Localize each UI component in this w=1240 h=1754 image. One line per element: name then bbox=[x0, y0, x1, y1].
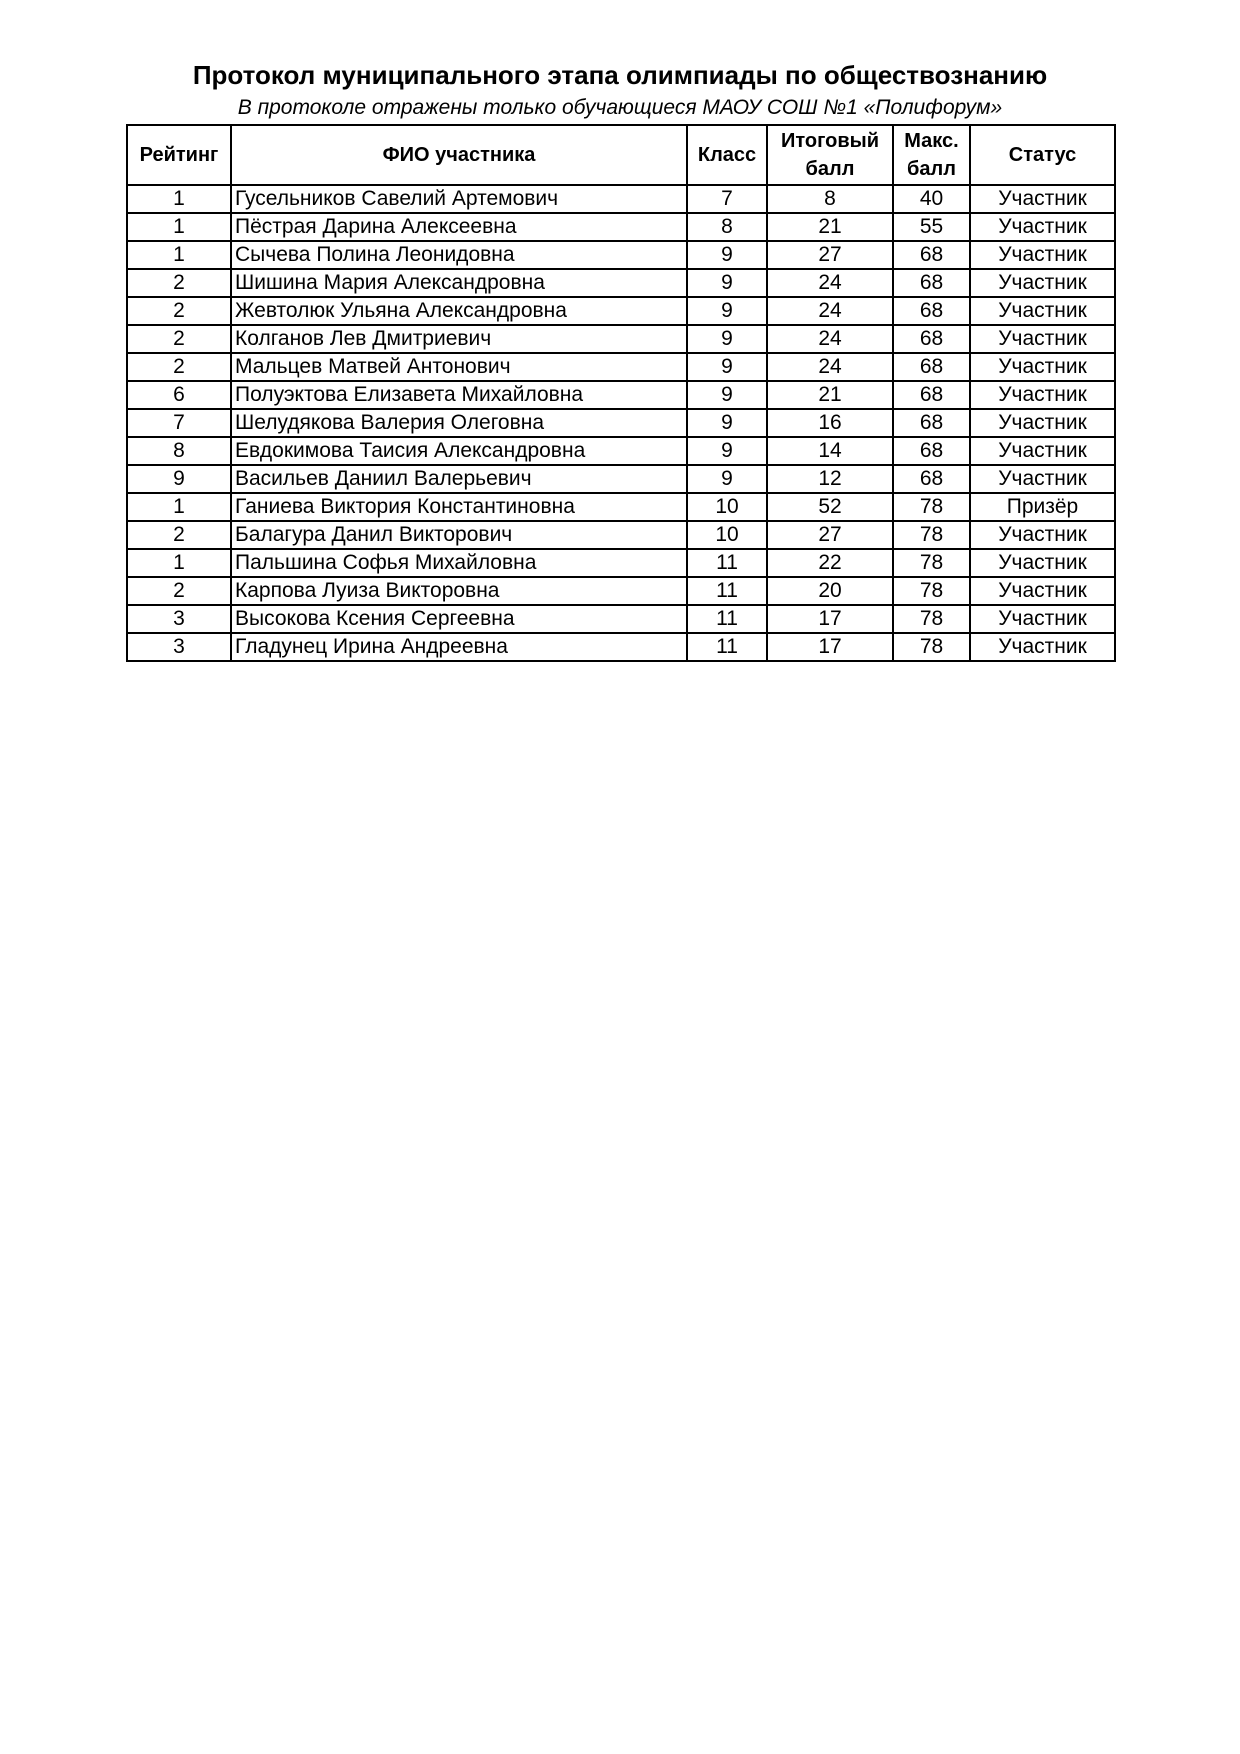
cell-class: 11 bbox=[687, 549, 767, 577]
cell-max: 55 bbox=[893, 213, 970, 241]
header-max-line1: Макс. bbox=[904, 130, 959, 152]
table-row bbox=[127, 521, 1115, 549]
cell-class: 11 bbox=[687, 605, 767, 633]
cell-rank: 7 bbox=[127, 409, 231, 437]
cell-name: Колганов Лев Дмитриевич bbox=[231, 325, 687, 353]
cell-max: 68 bbox=[893, 353, 970, 381]
cell-rank: 2 bbox=[127, 269, 231, 297]
cell-status: Участник bbox=[970, 325, 1115, 353]
cell-name: Пальшина Софья Михайловна bbox=[231, 549, 687, 577]
cell-class: 9 bbox=[687, 297, 767, 325]
table-body bbox=[127, 185, 1115, 661]
cell-score: 52 bbox=[767, 493, 893, 521]
cell-name: Высокова Ксения Сергеевна bbox=[231, 605, 687, 633]
cell-max: 78 bbox=[893, 549, 970, 577]
cell-rank: 1 bbox=[127, 493, 231, 521]
cell-score: 24 bbox=[767, 297, 893, 325]
table-row bbox=[127, 381, 1115, 409]
cell-max: 68 bbox=[893, 269, 970, 297]
cell-name: Пёстрая Дарина Алексеевна bbox=[231, 213, 687, 241]
cell-status: Участник bbox=[970, 381, 1115, 409]
cell-name: Евдокимова Таисия Александровна bbox=[231, 437, 687, 465]
cell-class: 11 bbox=[687, 633, 767, 661]
cell-status: Участник bbox=[970, 437, 1115, 465]
cell-status: Призёр bbox=[970, 493, 1115, 521]
cell-name: Шишина Мария Александровна bbox=[231, 269, 687, 297]
cell-name: Карпова Луиза Викторовна bbox=[231, 577, 687, 605]
cell-name: Гладунец Ирина Андреевна bbox=[231, 633, 687, 661]
cell-name: Ганиева Виктория Константиновна bbox=[231, 493, 687, 521]
header-name: ФИО участника bbox=[231, 125, 687, 185]
document-subtitle: В протоколе отражены только обучающиеся МАОУ СОШ №1 «Полифорум» bbox=[237, 96, 1003, 119]
cell-max: 78 bbox=[893, 521, 970, 549]
cell-score: 22 bbox=[767, 549, 893, 577]
table-row bbox=[127, 409, 1115, 437]
cell-status: Участник bbox=[970, 549, 1115, 577]
header-rank: Рейтинг bbox=[127, 125, 231, 185]
cell-score: 12 bbox=[767, 465, 893, 493]
cell-name: Васильев Даниил Валерьевич bbox=[231, 465, 687, 493]
cell-class: 9 bbox=[687, 353, 767, 381]
table-row bbox=[127, 549, 1115, 577]
cell-score: 21 bbox=[767, 381, 893, 409]
cell-rank: 9 bbox=[127, 465, 231, 493]
cell-status: Участник bbox=[970, 633, 1115, 661]
cell-status: Участник bbox=[970, 521, 1115, 549]
cell-status: Участник bbox=[970, 409, 1115, 437]
table-row bbox=[127, 241, 1115, 269]
header-max-line2: балл bbox=[907, 158, 956, 180]
cell-rank: 2 bbox=[127, 353, 231, 381]
header-status: Статус bbox=[970, 125, 1115, 185]
cell-max: 40 bbox=[893, 185, 970, 213]
cell-rank: 3 bbox=[127, 633, 231, 661]
cell-score: 27 bbox=[767, 521, 893, 549]
cell-status: Участник bbox=[970, 241, 1115, 269]
table-row bbox=[127, 577, 1115, 605]
cell-class: 7 bbox=[687, 185, 767, 213]
cell-score: 27 bbox=[767, 241, 893, 269]
cell-max: 68 bbox=[893, 241, 970, 269]
cell-status: Участник bbox=[970, 185, 1115, 213]
cell-max: 78 bbox=[893, 605, 970, 633]
cell-max: 68 bbox=[893, 465, 970, 493]
cell-class: 9 bbox=[687, 437, 767, 465]
cell-score: 8 bbox=[767, 185, 893, 213]
cell-class: 9 bbox=[687, 269, 767, 297]
cell-class: 8 bbox=[687, 213, 767, 241]
table-row bbox=[127, 325, 1115, 353]
cell-rank: 2 bbox=[127, 521, 231, 549]
cell-name: Гусельников Савелий Артемович bbox=[231, 185, 687, 213]
cell-class: 9 bbox=[687, 409, 767, 437]
cell-rank: 6 bbox=[127, 381, 231, 409]
table-row bbox=[127, 437, 1115, 465]
cell-max: 78 bbox=[893, 493, 970, 521]
cell-max: 68 bbox=[893, 409, 970, 437]
table-row bbox=[127, 493, 1115, 521]
table-row bbox=[127, 353, 1115, 381]
cell-name: Полуэктова Елизавета Михайловна bbox=[231, 381, 687, 409]
results-table bbox=[126, 124, 1116, 662]
cell-status: Участник bbox=[970, 297, 1115, 325]
cell-status: Участник bbox=[970, 353, 1115, 381]
cell-class: 10 bbox=[687, 493, 767, 521]
cell-score: 24 bbox=[767, 353, 893, 381]
cell-status: Участник bbox=[970, 213, 1115, 241]
table-row bbox=[127, 605, 1115, 633]
cell-class: 10 bbox=[687, 521, 767, 549]
table-row bbox=[127, 633, 1115, 661]
cell-class: 9 bbox=[687, 465, 767, 493]
cell-name: Жевтолюк Ульяна Александровна bbox=[231, 297, 687, 325]
cell-rank: 1 bbox=[127, 185, 231, 213]
cell-status: Участник bbox=[970, 605, 1115, 633]
cell-max: 78 bbox=[893, 633, 970, 661]
cell-rank: 8 bbox=[127, 437, 231, 465]
cell-max: 68 bbox=[893, 325, 970, 353]
cell-score: 20 bbox=[767, 577, 893, 605]
cell-status: Участник bbox=[970, 577, 1115, 605]
cell-score: 14 bbox=[767, 437, 893, 465]
cell-rank: 1 bbox=[127, 549, 231, 577]
table-row bbox=[127, 297, 1115, 325]
cell-score: 24 bbox=[767, 269, 893, 297]
cell-class: 9 bbox=[687, 381, 767, 409]
cell-name: Шелудякова Валерия Олеговна bbox=[231, 409, 687, 437]
header-score-line1: Итоговый bbox=[780, 130, 880, 152]
cell-name: Сычева Полина Леонидовна bbox=[231, 241, 687, 269]
cell-rank: 2 bbox=[127, 325, 231, 353]
table-row bbox=[127, 185, 1115, 213]
cell-score: 17 bbox=[767, 633, 893, 661]
cell-class: 9 bbox=[687, 241, 767, 269]
cell-max: 68 bbox=[893, 381, 970, 409]
header-score bbox=[767, 125, 893, 185]
cell-score: 21 bbox=[767, 213, 893, 241]
cell-rank: 2 bbox=[127, 577, 231, 605]
cell-rank: 2 bbox=[127, 297, 231, 325]
table-row bbox=[127, 213, 1115, 241]
table-row bbox=[127, 465, 1115, 493]
header-max bbox=[893, 125, 970, 185]
cell-status: Участник bbox=[970, 465, 1115, 493]
cell-score: 17 bbox=[767, 605, 893, 633]
cell-max: 78 bbox=[893, 577, 970, 605]
header-row bbox=[127, 125, 1115, 185]
header-score-line2: балл bbox=[805, 158, 855, 180]
cell-max: 68 bbox=[893, 437, 970, 465]
cell-class: 11 bbox=[687, 577, 767, 605]
header-class: Класс bbox=[687, 125, 767, 185]
cell-score: 16 bbox=[767, 409, 893, 437]
cell-score: 24 bbox=[767, 325, 893, 353]
table-row bbox=[127, 269, 1115, 297]
cell-max: 68 bbox=[893, 297, 970, 325]
cell-rank: 1 bbox=[127, 213, 231, 241]
table-header bbox=[127, 125, 1115, 185]
cell-rank: 3 bbox=[127, 605, 231, 633]
cell-name: Балагура Данил Викторович bbox=[231, 521, 687, 549]
cell-class: 9 bbox=[687, 325, 767, 353]
document-title: Протокол муниципального этапа олимпиады по обществознанию bbox=[192, 60, 1048, 90]
cell-name: Мальцев Матвей Антонович bbox=[231, 353, 687, 381]
cell-rank: 1 bbox=[127, 241, 231, 269]
cell-status: Участник bbox=[970, 269, 1115, 297]
